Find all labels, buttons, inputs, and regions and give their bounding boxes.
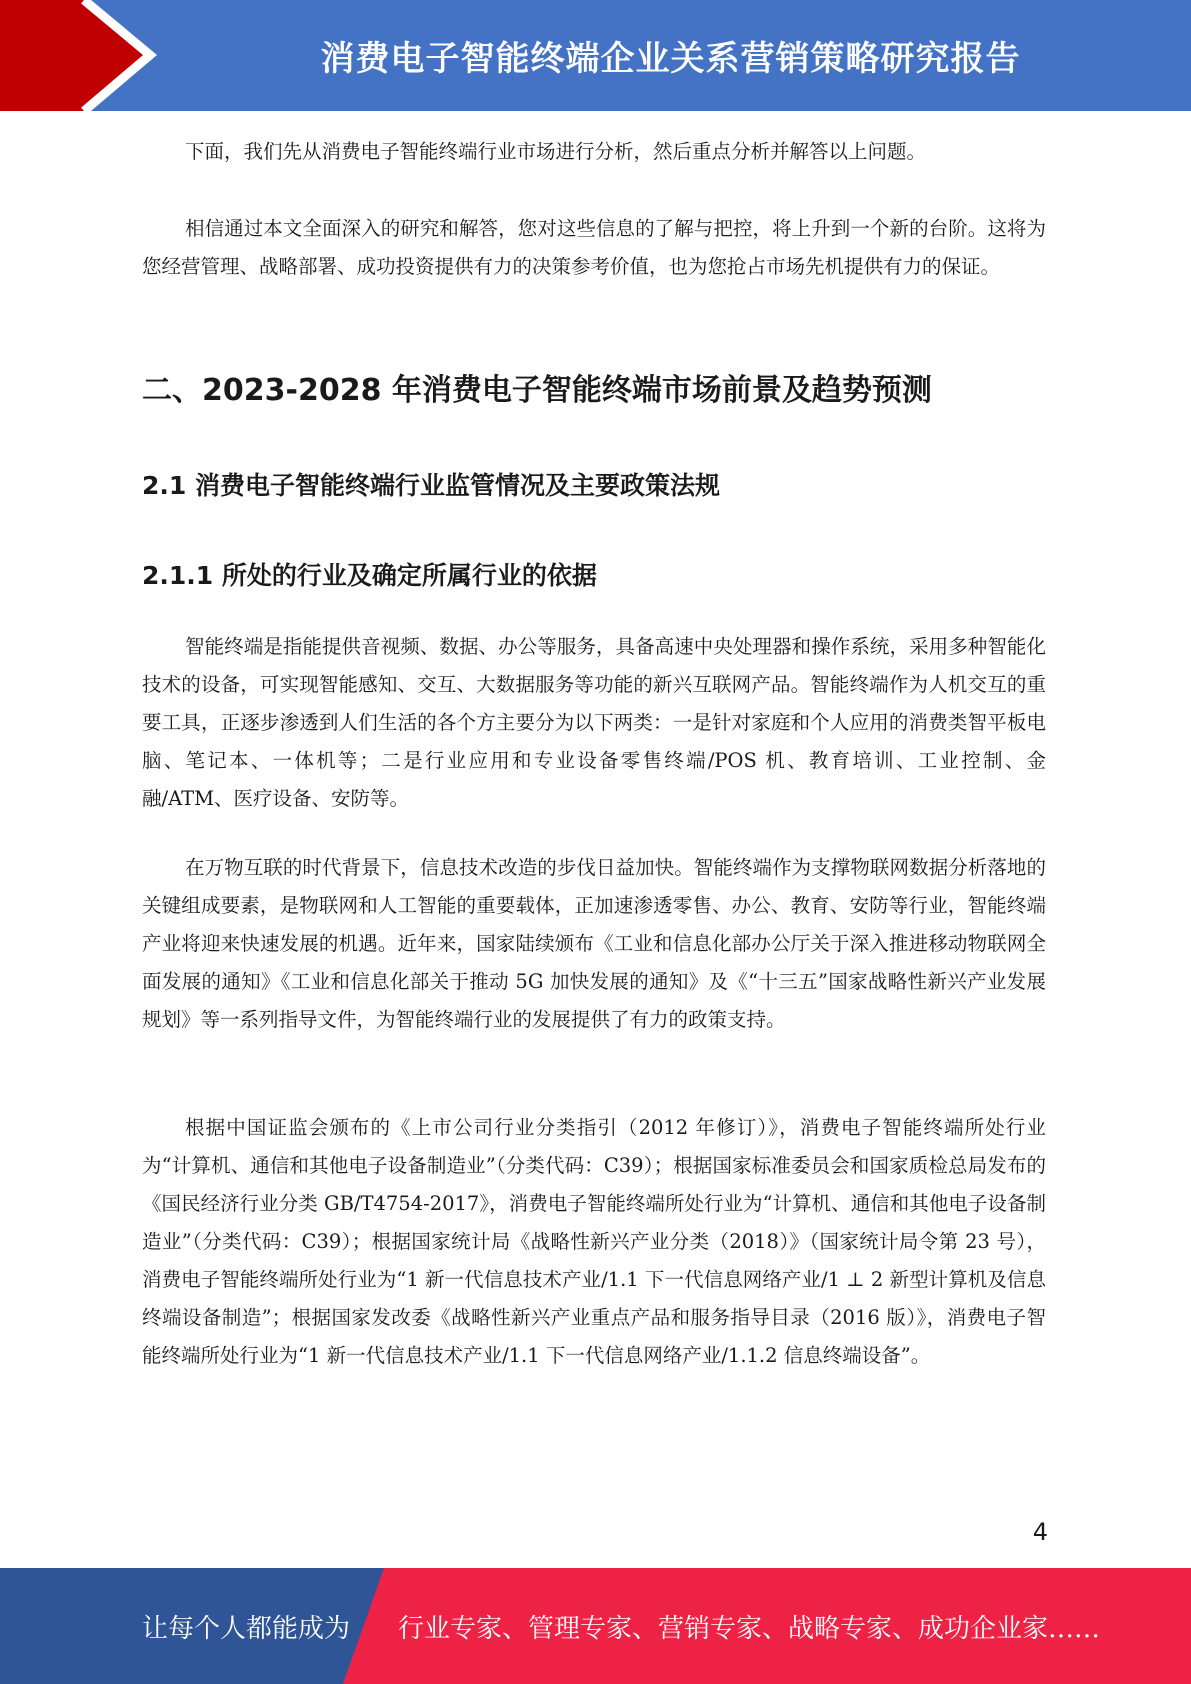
body-paragraph: 智能终端是指能提供音视频、数据、办公等服务，具备高速中央处理器和操作系统，采用多种智能化技术的设备，可实现智能感知、交互、大数据服务等功能的新兴互联网产品。智能终端作为人机交互的重要工具，正逐步渗透到人们生活的各个方主要分为以下两类：一是针对家庭和个人应用的消费类智平板电脑、笔记本、一体机等；二是行业应用和专业设备零售终端/POS 机、教育培训、工业控制、金融/ATM、医疗设备、安防等。 bbox=[142, 635, 1046, 810]
body-paragraph: 在万物互联的时代背景下，信息技术改造的步伐日益加快。智能终端作为支撑物联网数据分析落地的关键组成要素，是物联网和人工智能的重要载体，正加速渗透零售、办公、教育、安防等行业，智能终端产业将迎来快速发展的机遇。近年来，国家陆续颁布《工业和信息化部办公厅关于深入推进移动物联网全面发展的通知》《工业和信息化部关于推动 5G 加快发展的通知》及《“十三五”国家战略性新兴产业发展规划》等一系列指导文件，为智能终端行业的发展提供了有力的政策支持。 bbox=[142, 856, 1046, 1031]
footer-tagline: 行业专家、管理专家、营销专家、战略专家、成功企业家…… bbox=[398, 1613, 1101, 1644]
page-footer bbox=[0, 1568, 1191, 1684]
section-heading: 二、2023-2028 年消费电子智能终端市场前景及趋势预测 bbox=[142, 373, 932, 408]
subsection-heading: 2.1 消费电子智能终端行业监管情况及主要政策法规 bbox=[142, 471, 720, 500]
intro-paragraph: 下面，我们先从消费电子智能终端行业市场进行分析，然后重点分析并解答以上问题。 bbox=[185, 140, 927, 163]
page-header bbox=[0, 0, 1191, 111]
footer-slogan: 让每个人都能成为 bbox=[142, 1613, 351, 1644]
body-paragraph: 根据中国证监会颁布的《上市公司行业分类指引（2012 年修订）》，消费电子智能终端所处行业为“计算机、通信和其他电子设备制造业”（分类代码：C39）；根据国家标准委员会和国家质检总局发布的《国民经济行业分类 GB/T4754-2017》，消费电子智能终端所处行业为“计算机、通信和其他电子设备制造业”（分类代码：C39）；根据国家统计局《战略性新兴产业分类（2018）》（国家统计局令第 23 号），消费电子智能终端所处行业为“1 新一代信息技术产业/1.1 下一代信息网络产业/1 ⊥ 2 新型计算机及信息终端设备制造”；根据国家发改委《战略性新兴产业重点产品和服务指导目录（2016 版）》，消费电子智能终端所处行业为“1 新一代信息技术产业/1.1 下一代信息网络产业/1.1.2 信息终端设备”。 bbox=[142, 1116, 1046, 1367]
page-number: 4 bbox=[1032, 1518, 1048, 1546]
intro-paragraph-2: 相信通过本文全面深入的研究和解答，您对这些信息的了解与把控，将上升到一个新的台阶。这将为您经营管理、战略部署、成功投资提供有力的决策参考价值，也为您抢占市场先机提供有力的保证。 bbox=[142, 217, 1046, 278]
report-title: 消费电子智能终端企业关系营销策略研究报告 bbox=[320, 39, 1021, 79]
subsubsection-heading: 2.1.1 所处的行业及确定所属行业的依据 bbox=[142, 561, 597, 590]
